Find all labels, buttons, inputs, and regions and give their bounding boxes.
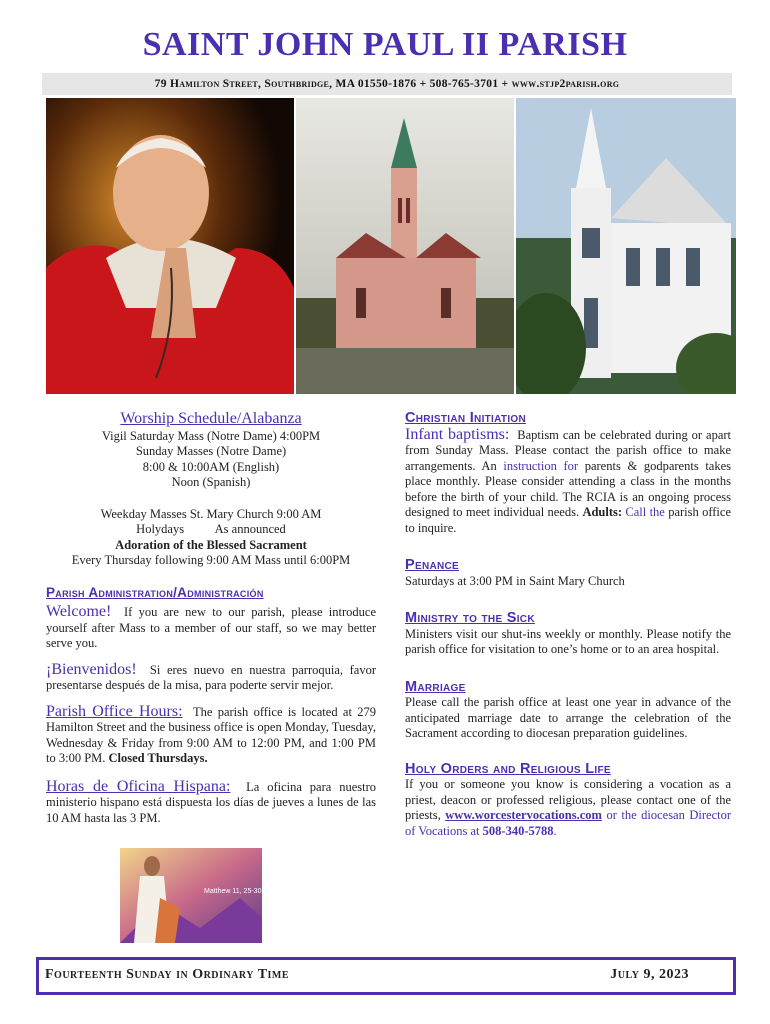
period: . <box>553 823 557 838</box>
office-hours-text: The parish office is located at 279 Hamilton Street and the business office is open Monday, Tuesday, Wednesday & Friday from 9:00 AM to 12:00 PM, and 1:00 PM to 3:00 PM. <box>46 704 376 765</box>
bienvenidos-paragraph <box>46 662 376 694</box>
jesus-illustration <box>120 848 262 943</box>
welcome-paragraph <box>46 604 376 652</box>
initiation-heading: Christian Initiation <box>405 410 527 426</box>
adoration-time: Every Thursday following 9:00 AM Mass until 6:00PM <box>71 553 351 567</box>
marriage-text: Please call the parish office at least one year in advance of the anticipated marriage date to arrange the celebration of the Sacrament according to diocesan preparation guidelines. <box>405 695 731 740</box>
orders-text-b: or the diocesan Director of Vocations at <box>405 808 731 838</box>
vocations-link[interactable]: www.worcestervocations.com <box>445 808 602 822</box>
marriage-heading: Marriage <box>405 678 466 695</box>
worship-line: 8:00 & 10:00AM (English) <box>142 459 280 474</box>
initiation-paragraph <box>405 427 731 537</box>
pope-photo <box>46 98 294 394</box>
office-closed: Closed Thursdays. <box>108 751 208 765</box>
worship-line: Noon (Spanish) <box>171 475 251 489</box>
jesus-caption: Matthew 11, 25-30 <box>204 888 262 895</box>
adults-label: Adults: <box>582 505 623 519</box>
orders-text-a: If you or someone you know is considering a vocation as a priest, deacon or professed religious, please contact one of the priests, <box>405 777 731 822</box>
vocations-phone: 508-340-5788 <box>482 823 554 838</box>
penance-text: Saturdays at 3:00 PM in Saint Mary Church <box>405 573 625 588</box>
st-mary-church-photo <box>296 98 514 394</box>
footer-bar <box>36 957 736 995</box>
worship-line: Sunday Masses (Notre Dame) <box>135 444 287 458</box>
adoration-title: Adoration of the Blessed Sacrament <box>115 537 307 552</box>
welcome-text: If you are new to our parish, please introduce yourself after Mass to a member of our staff, so we may better serve you. <box>46 605 377 650</box>
left-column <box>46 411 376 826</box>
notre-dame-church-photo <box>516 98 736 394</box>
office-hours-lead: Parish Office Hours: <box>46 702 183 720</box>
instruction-link[interactable]: instruction for <box>503 458 579 473</box>
initiation-text-a: Baptism can be celebrated during or apart from Sunday Mass. Please contact the parish office to make arrangements. An <box>405 427 732 473</box>
page-title: SAINT JOHN PAUL II PARISH <box>142 26 628 63</box>
address-bar: 79 Hamilton Street, Southbridge, MA 01550-1876 + 508-765-3701 + www.stjp2parish.org <box>42 73 732 95</box>
penance-heading: Penance <box>405 557 459 573</box>
orders-paragraph <box>405 777 731 839</box>
admin-heading: Parish Administration/Administración <box>46 584 264 600</box>
sick-heading: Ministry to the Sick <box>405 610 535 626</box>
worship-schedule-title: Worship Schedule/Alabanza <box>120 410 302 427</box>
sick-text: Ministers visit our shut-ins weekly or monthly. Please notify the parish office for visitation to one’s home or to an area hospital. <box>405 626 731 656</box>
initiation-lead: Infant baptisms: <box>405 425 510 443</box>
initiation-text-c: parish office to inquire. <box>405 505 731 535</box>
welcome-lead: Welcome! <box>46 603 112 620</box>
right-column <box>405 411 731 839</box>
footer-liturgical-day: Fourteenth Sunday in Ordinary Time <box>45 967 290 982</box>
call-link[interactable]: Call the <box>625 505 665 519</box>
holydays: Holydays As announced <box>136 522 286 536</box>
orders-heading: Holy Orders and Religious Life <box>405 760 611 777</box>
office-hours-paragraph <box>46 704 376 767</box>
hispana-text: La oficina para nuestro ministerio hispano está dispuesta los días de jueves a lunes de las 10 AM hasta las 3 PM. <box>46 779 376 825</box>
weekday-masses: Weekday Masses St. Mary Church 9:00 AM <box>100 506 322 521</box>
hispana-paragraph <box>46 779 376 827</box>
bienvenidos-text: Si eres nuevo en nuestra parroquia, favor presentarse después de la misa, para poderte servir mejor. <box>46 662 377 692</box>
hispana-lead: Horas de Oficina Hispana: <box>46 777 231 795</box>
initiation-text-b: parents & godparents takes place monthly. Please consider attending a class in the months before the birth of your child. The RCIA is an ongoing process designed to meet individual needs. <box>405 458 732 519</box>
footer-date: July 9, 2023 <box>610 967 689 982</box>
worship-line: Vigil Saturday Mass (Notre Dame) 4:00PM <box>101 428 321 443</box>
bienvenidos-lead: ¡Bienvenidos! <box>46 660 137 678</box>
